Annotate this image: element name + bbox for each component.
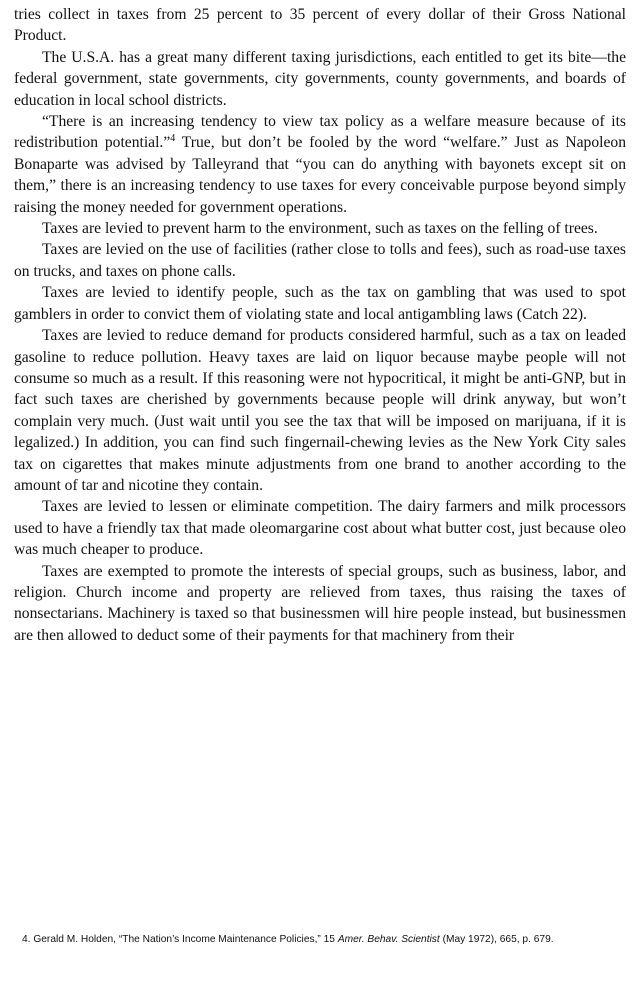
footnote-marker[interactable]: 4 [170,133,176,145]
body-text [14,4,626,646]
footnote-number: 4. [22,934,31,945]
footnote [22,932,628,948]
paragraph-3 [14,111,626,218]
footnote-citation: Gerald M. Holden, “The Nation’s Income Maintenance Policies,” 15 [33,934,335,945]
quotation: “There is an increasing tendency to view tax policy as a welfare measure because of its redistribution potential.” [14,113,626,152]
paragraph-6: Taxes are levied to identify people, such as the tax on gambling that was used to spot gamblers in order to convict them of violating state and local antigambling laws (Catch 22). [14,284,626,323]
paragraph-3-continuation: True, but don’t be fooled by the word “welfare.” Just as Napoleon Bonaparte was advised by Talleyrand that “you can do anything with bayonets except sit on them,” there is an increasing tendency to use taxes for every conceivable purpose beyond simply raising the money needed for government operations. [14,134,626,216]
paragraph-1: tries collect in taxes from 25 percent to 35 percent of every dollar of their Gross National Product. [14,6,626,45]
paragraph-8: Taxes are levied to lessen or eliminate competition. The dairy farmers and milk processors used to have a friendly tax that made oleomargarine cost about what butter cost, just because oleo was much cheaper to produce. [14,498,626,559]
paragraph-7: Taxes are levied to reduce demand for products considered harmful, such as a tax on leaded gasoline to reduce pollution. Heavy taxes are laid on liquor because maybe people will not consume so much as a result. If this reasoning were not hypocritical, it might be anti-GNP, but in fact such taxes are cherished by governments because people will drink anyway, but won’t complain very much. (Just wait until you see the tax that will be imposed on marijuana, if it is legalized.) In addition, you can find such fingernail-chewing levies as the New York City sales tax on cigarettes that makes minute adjustments from one brand to another according to the amount of tar and nicotine they contain. [14,327,626,494]
footnote-journal: Amer. Behav. Scientist [337,934,440,945]
paragraph-4: Taxes are levied to prevent harm to the environment, such as taxes on the felling of trees. [42,220,598,238]
paragraph-2: The U.S.A. has a great many different taxing jurisdictions, each entitled to get its bite—the federal government, state governments, city governments, county governments, and boards of education in local school districts. [14,48,626,109]
paragraph-9: Taxes are exempted to promote the interests of special groups, such as business, labor, and religion. Church income and property are relieved from taxes, thus raising the taxes of nonsectarians. Machinery is taxed so that businessmen will hire people instead, but businessmen are then allowed to deduct some of their payments for that machinery from their [14,562,626,644]
footnote-citation-end: (May 1972), 665, p. 679. [442,934,554,945]
paragraph-5: Taxes are levied on the use of facilities (rather close to tolls and fees), such as road-use taxes on trucks, and taxes on phone calls. [14,241,626,280]
